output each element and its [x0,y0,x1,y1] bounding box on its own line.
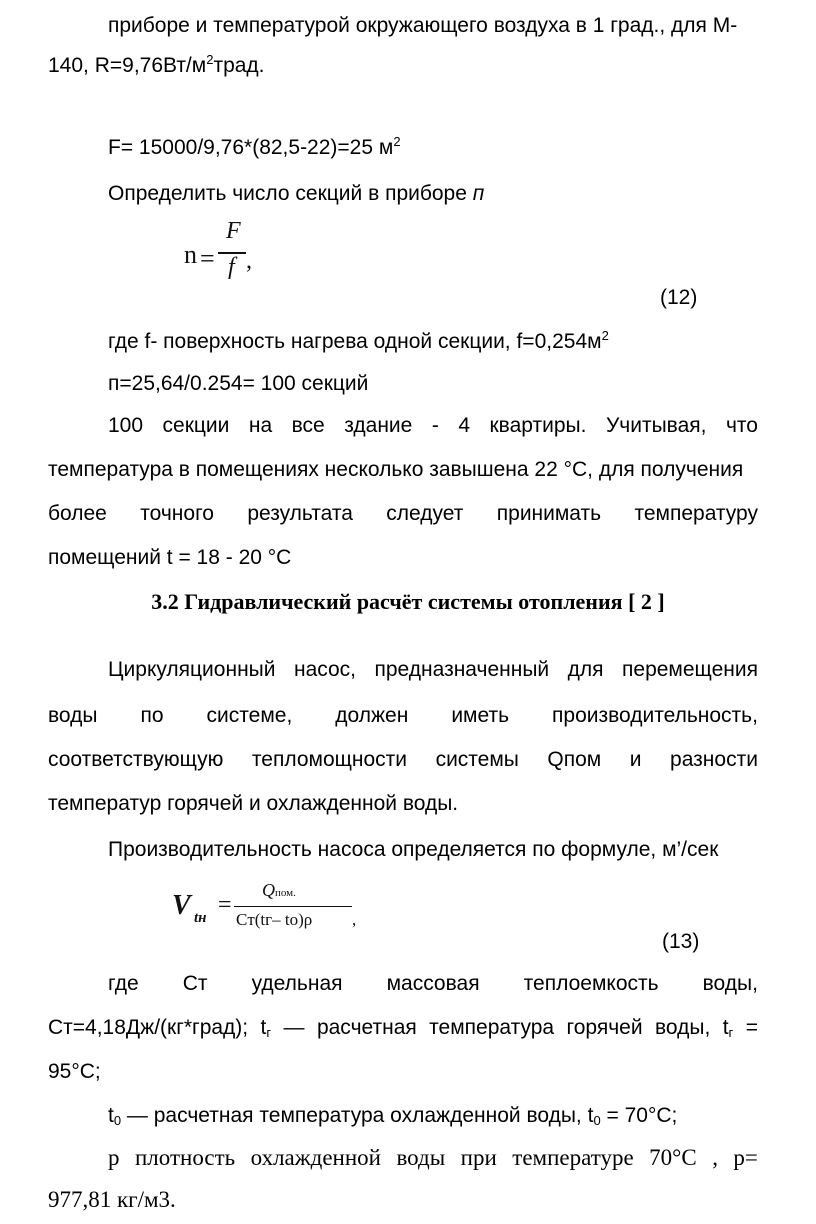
paragraph-line: 977,81 кг/м3. [48,1187,176,1212]
paragraph-line: Циркуляционный насос, предназначенный для перемещения [108,658,758,681]
paragraph-line: где f- поверхность нагрева одной секции, $f=0,254м^2$ [108,328,609,353]
paragraph-line: помещений t = 18 - 20 °С [48,546,292,569]
paragraph-line: более точного результата следует принимать температуру [48,502,758,525]
paragraph-line: воды по системе, должен иметь производительность, [48,704,758,727]
calculation-line: F= 15000/9,76*(82,5-22)=25 $м^2$ [108,134,401,159]
section-heading: 3.2 Гидравлический расчёт системы отопления [ 2 ] [151,589,665,614]
paragraph-line: Ст=4,18Дж/(кг*град); tг — расчетная температура горячей воды, tг = [48,1016,758,1040]
paragraph-line: 140, $R=9,76Вт/м^2трад$. [48,52,265,77]
paragraph-line: соответствующую тепломощности системы Qпом и разности [48,748,758,771]
formula-13: V tн = Qпом. Cт(tг– tо)ρ , [172,880,357,929]
paragraph-line: температура в помещениях несколько завышена 22 °С, для получения [48,458,744,481]
paragraph-line: где Ст удельная массовая теплоемкость воды, [108,972,758,995]
paragraph-line: t0 — расчетная температура охлажденной воды, t0 = 70°С; [108,1104,678,1128]
paragraph-line: Производительность насоса определяется по формуле, м’/сек [108,838,719,861]
paragraph-line: приборе и температурой окружающего воздуха в 1 град., для М- [108,14,738,37]
equation-number: (12) [660,286,698,309]
equation-number: (13) [662,930,700,953]
paragraph-line: р плотность охлажденной воды при температуре 70°С , р= [108,1145,758,1170]
paragraph-line: Определить число секций в приборе п [108,182,485,205]
paragraph-line: 95°С; [48,1060,101,1083]
calculation-line: п=25,64/0.254= 100 секций [108,372,369,395]
paragraph-line: температур горячей и охлажденной воды. [48,792,459,815]
paragraph-line: 100 секции на все здание - 4 квартиры. Учитывая, что [108,414,758,437]
formula-12: n = F f , [184,218,252,280]
